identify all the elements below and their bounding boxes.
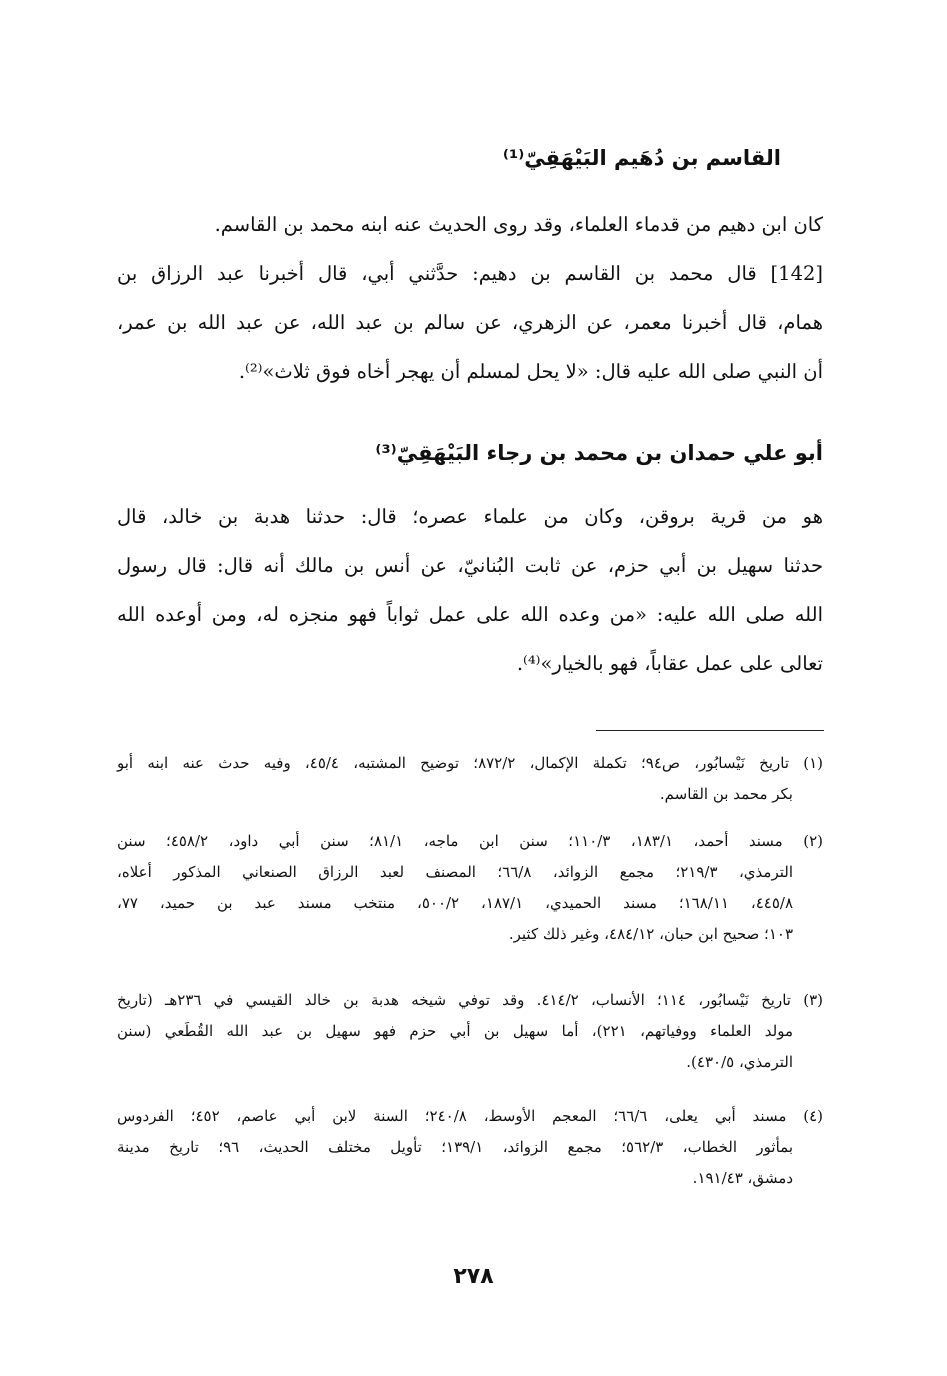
page-number: ٢٧٨ — [453, 1264, 494, 1289]
footnote-line: (١) تاريخ نَيْسابُور، ص٩٤؛ تكملة الإكمال، ٨٧٢/٢؛ توضيح المشتبه، ٤٥/٤، وفيه حدث عنه ابنه أبو — [117, 754, 824, 772]
footnote-line: (٣) تاريخ نَيْسابُور، ١١٤؛ الأنساب، ٤١٤/٢. وقد توفي شيخه هدبة بن خالد القيسي في ٢٣٦هـ (تاريخ — [117, 991, 823, 1009]
footnote-line: ٤٤٥/٨، ١٦٨/١١؛ مسند الحميدي، ١٨٧/١، ٥٠٠/٢، منتخب مسند عبد بن حميد، ٧٧، — [117, 894, 794, 912]
footnote-line: الترمذي، ٢١٩/٣؛ مجمع الزوائد، ٦٦/٨؛ المصنف لعبد الرزاق الصنعاني المذكور أعلاه، — [117, 863, 793, 881]
footnote-4 — [117, 1101, 823, 1194]
body-line: همام، قال أخبرنا معمر، عن الزهري، عن سالم بن عبد الله، عن عبد الله بن عمر، — [117, 311, 823, 334]
footnote-line: (٢) مسند أحمد، ١٨٣/١، ١١٠/٣؛ سنن ابن ماجه، ٨١/١؛ سنن أبي داود، ٤٥٨/٢؛ سنن — [117, 832, 824, 850]
body-line: أن النبي صلى الله عليه قال: «لا يحل لمسلم أن يهجر أخاه فوق ثلاث»⁽²⁾. — [238, 360, 823, 383]
footnote-1 — [117, 748, 823, 810]
footnote-separator — [596, 730, 824, 731]
body-line: كان ابن دهيم من قدماء العلماء، وقد روى الحديث عنه ابنه محمد بن القاسم. — [214, 213, 823, 236]
footnote-3 — [117, 985, 823, 1078]
section-body-1 — [117, 200, 823, 396]
footnote-line: ١٠٣؛ صحيح ابن حبان، ٤٨٤/١٢، وغير ذلك كثير. — [508, 925, 793, 943]
section-heading-2: أبو علي حمدان بن محمد بن رجاء البَيْهَقِيّ⁽³⁾ — [375, 441, 823, 465]
body-line: الله صلى الله عليه: «من وعده الله على عمل ثواباً فهو منجزه له، ومن أوعده الله — [117, 603, 823, 626]
body-line: تعالى على عمل عقاباً، فهو بالخيار»⁽⁴⁾. — [516, 652, 823, 675]
footnote-line: مولد العلماء ووفياتهم، ٢٢١)، أما سهيل بن أبي حزم فهو سهيل بن عبد الله القُطَعي (سنن — [117, 1022, 794, 1040]
footnote-line: بكر محمد بن القاسم. — [659, 785, 793, 803]
section-body-2 — [117, 492, 823, 688]
body-line: حدثنا سهيل بن أبي حزم، عن ثابت البُنانيّ، عن أنس بن مالك أنه قال: قال رسول — [117, 554, 823, 577]
footnote-line: (٤) مسند أبي يعلى، ٦٦/٦؛ المعجم الأوسط، ٢٤٠/٨؛ السنة لابن أبي عاصم، ٤٥٢؛ الفردوس — [117, 1107, 824, 1125]
footnote-2 — [117, 826, 823, 950]
section-heading-1: القاسم بن دُهَيم البَيْهَقِيّ⁽¹⁾ — [502, 146, 781, 170]
body-line: هو من قرية بروقن، وكان من علماء عصره؛ قال: حدثنا هدبة بن خالد، قال — [117, 505, 823, 528]
body-line: [142] قال محمد بن القاسم بن دهيم: حدَّثني أبي، قال أخبرنا عبد الرزاق بن — [117, 262, 823, 285]
footnote-line: دمشق، ١٩١/٤٣. — [692, 1169, 793, 1187]
footnote-line: الترمذي، ٤٣٠/٥). — [686, 1053, 793, 1071]
footnote-line: بمأثور الخطاب، ٥٦٢/٣؛ مجمع الزوائد، ١٣٩/١؛ تأويل مختلف الحديث، ٩٦؛ تاريخ مدينة — [117, 1138, 794, 1156]
